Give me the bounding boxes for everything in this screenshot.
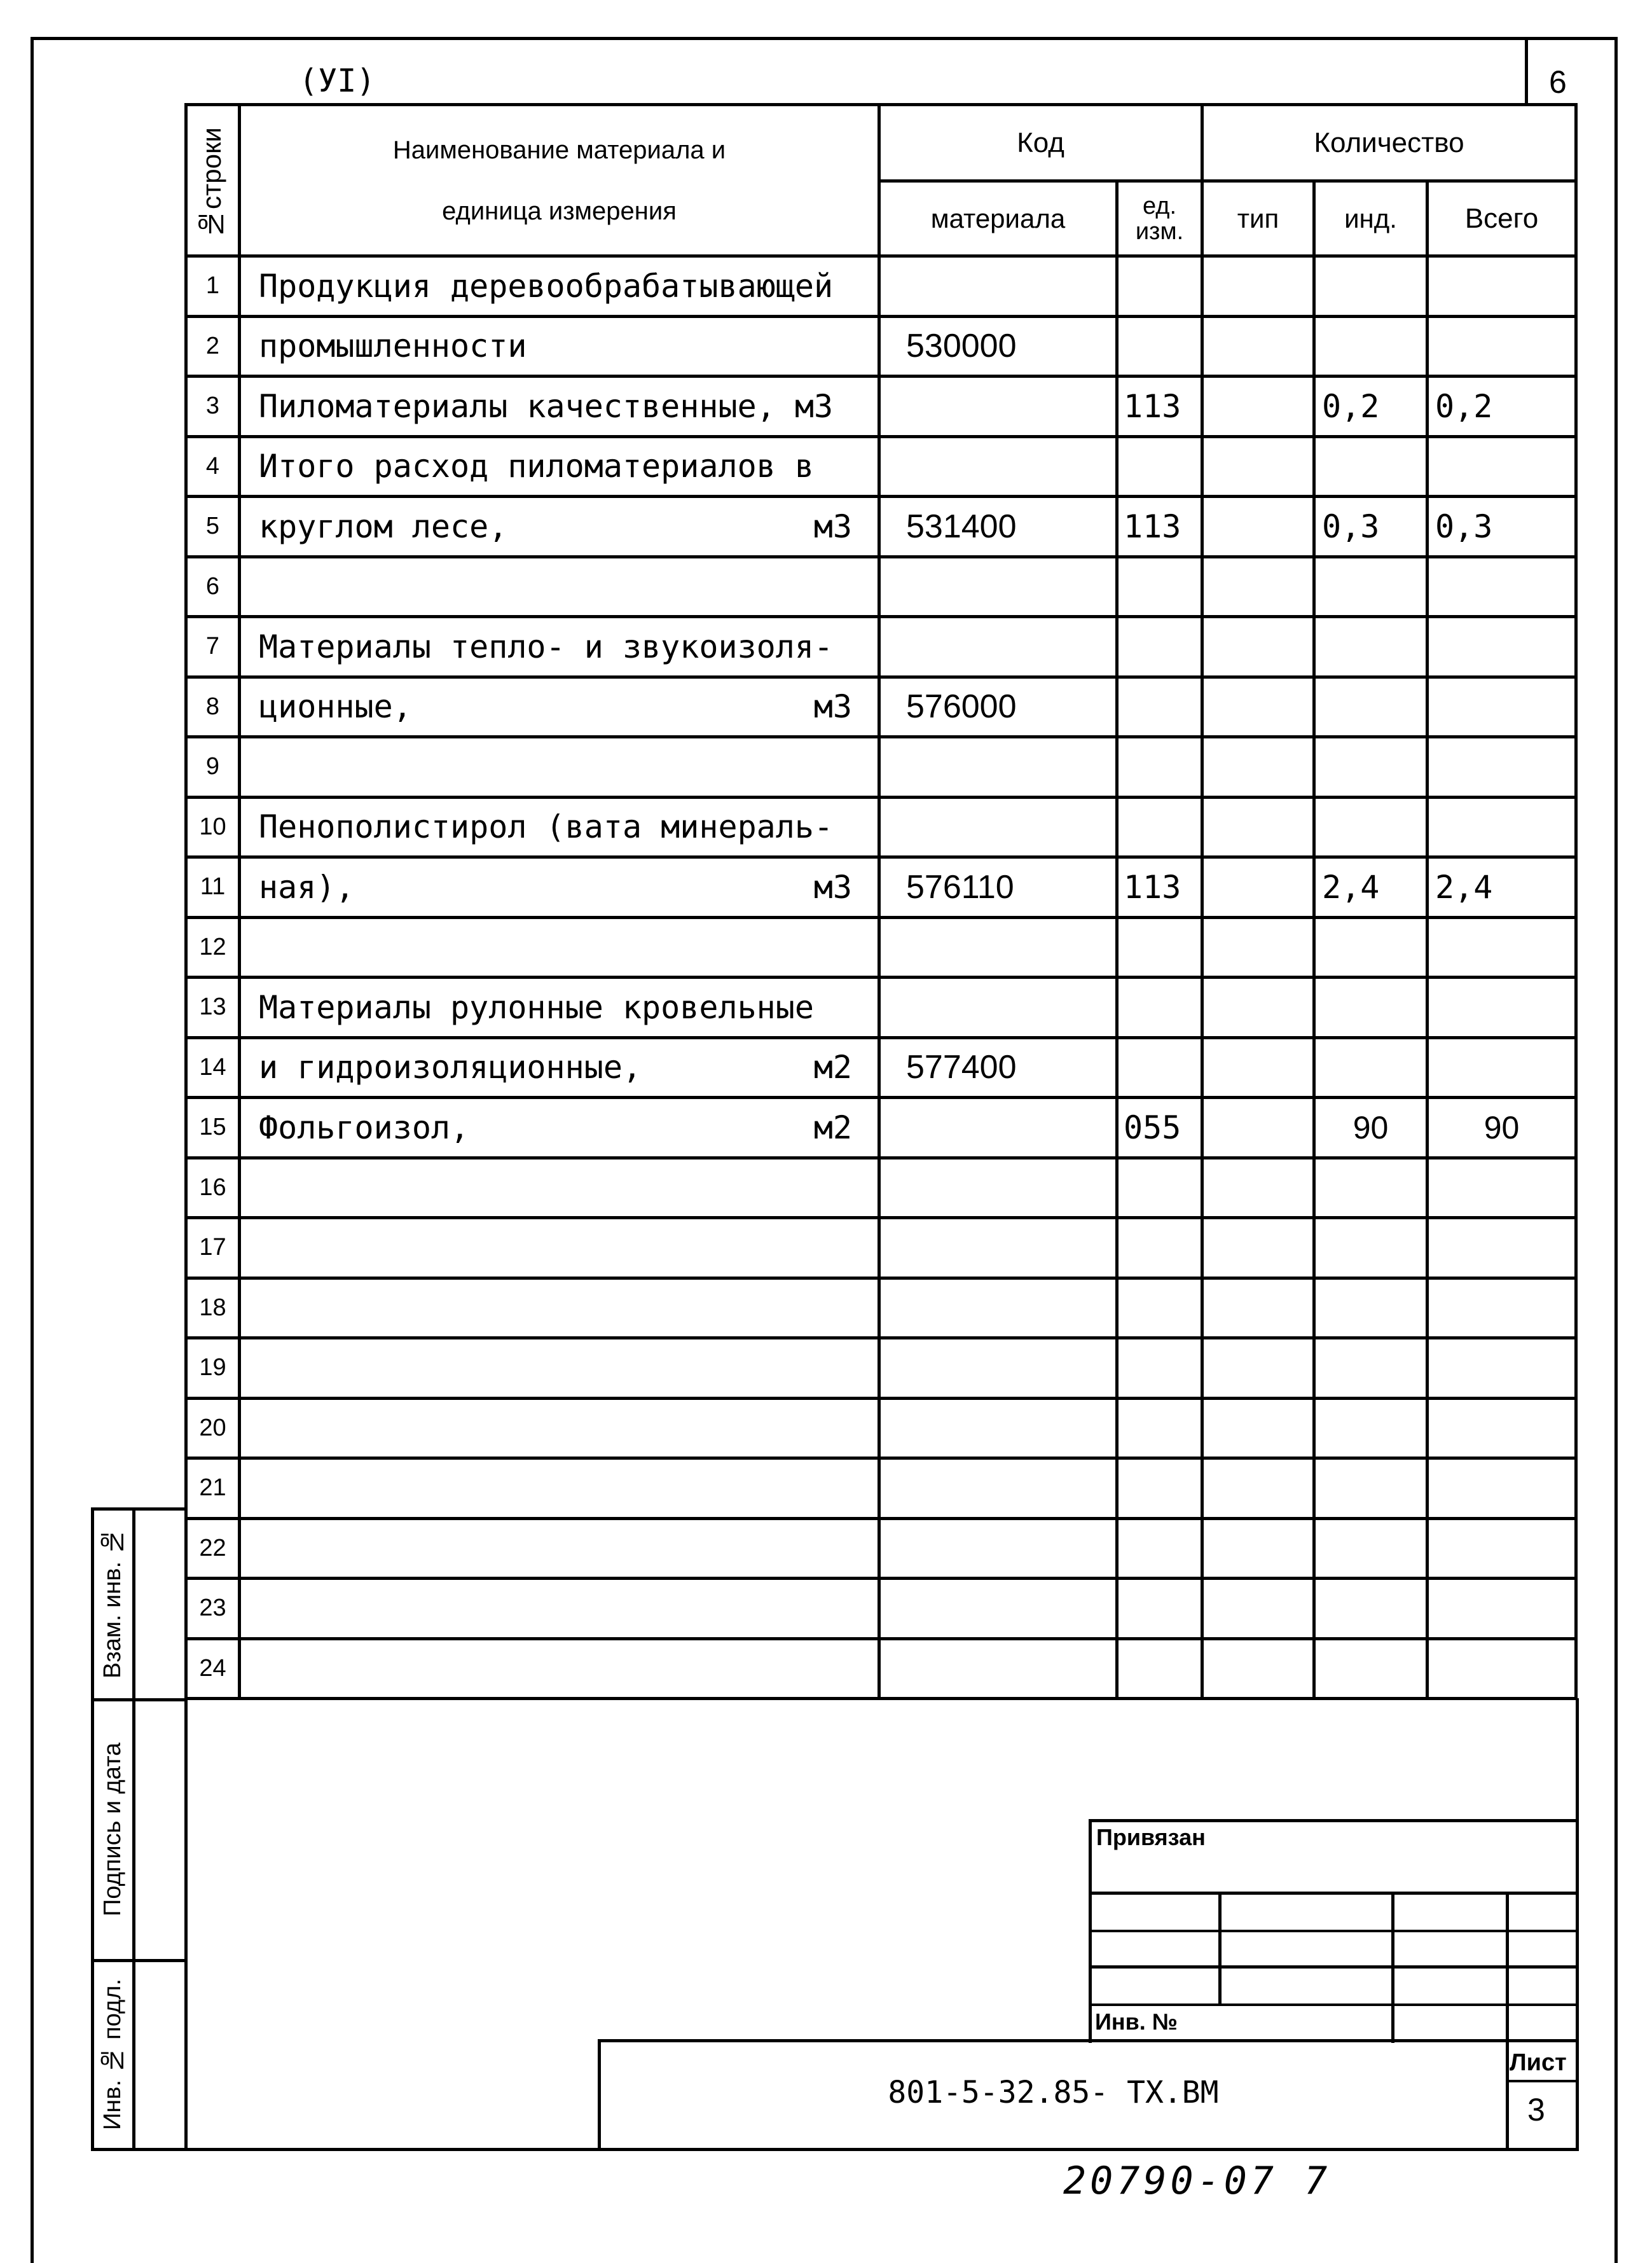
table-row <box>186 436 1576 497</box>
qty-ind <box>1314 1218 1428 1278</box>
qty-ind <box>1314 1638 1428 1699</box>
qty-ind <box>1314 256 1428 317</box>
material-name-cell <box>240 377 879 437</box>
material-code <box>879 978 1117 1038</box>
material-name-cell <box>240 1579 879 1639</box>
material-name: круглом лесе, <box>259 508 508 545</box>
table-row <box>186 1098 1576 1158</box>
col-code-group: Код <box>879 105 1202 181</box>
archive-number: 20790-07 7 <box>1063 2159 1332 2203</box>
tb-sheet-label: Лист <box>1510 2049 1567 2076</box>
material-code <box>879 797 1117 857</box>
qty-type <box>1202 1518 1314 1579</box>
qty-type <box>1202 677 1314 737</box>
qty-total: 0,3 <box>1428 497 1576 557</box>
material-name-cell <box>240 978 879 1038</box>
material-code <box>879 1278 1117 1338</box>
unit-code <box>1117 1278 1202 1338</box>
unit-code <box>1117 436 1202 497</box>
qty-ind <box>1314 1458 1428 1519</box>
material-code: 530000 <box>879 316 1117 377</box>
unit-code: 055 <box>1117 1098 1202 1158</box>
qty-ind <box>1314 557 1428 617</box>
unit-code <box>1117 1338 1202 1399</box>
material-name-cell <box>240 497 879 557</box>
qty-ind: 0,2 <box>1314 377 1428 437</box>
qty-type <box>1202 917 1314 978</box>
tb-h4 <box>1089 2003 1578 2006</box>
qty-total <box>1428 1278 1576 1338</box>
unit-code <box>1117 1218 1202 1278</box>
table-row <box>186 1518 1576 1579</box>
material-name-cell <box>240 1278 879 1338</box>
stamp-podpis-data: Подпись и дата <box>99 1742 126 1916</box>
qty-type <box>1202 737 1314 798</box>
qty-ind <box>1314 1158 1428 1218</box>
material-name: и гидроизоляционные, <box>259 1049 642 1086</box>
qty-type <box>1202 436 1314 497</box>
qty-total <box>1428 1579 1576 1639</box>
qty-type <box>1202 1037 1314 1098</box>
tb-sheet-divider <box>1506 2080 1578 2082</box>
qty-type <box>1202 978 1314 1038</box>
col-name-label: Наименование материала и единица измерения <box>392 135 726 225</box>
qty-type <box>1202 1579 1314 1639</box>
qty-total <box>1428 978 1576 1038</box>
material-code <box>879 917 1117 978</box>
material-name-cell <box>240 316 879 377</box>
table-row <box>186 857 1576 918</box>
row-number: 3 <box>186 377 240 437</box>
material-code <box>879 1218 1117 1278</box>
stamp-inner-split <box>132 1507 135 2151</box>
table-row <box>186 1278 1576 1338</box>
unit-code <box>1117 1638 1202 1699</box>
material-code: 576110 <box>879 857 1117 918</box>
qty-ind: 2,4 <box>1314 857 1428 918</box>
qty-ind <box>1314 737 1428 798</box>
material-code <box>879 1458 1117 1519</box>
qty-ind <box>1314 677 1428 737</box>
row-number: 7 <box>186 617 240 677</box>
qty-ind <box>1314 617 1428 677</box>
table-row <box>186 617 1576 677</box>
qty-type <box>1202 797 1314 857</box>
material-code <box>879 557 1117 617</box>
row-number: 14 <box>186 1037 240 1098</box>
tb-sheet-number: 3 <box>1527 2092 1545 2128</box>
qty-total <box>1428 1458 1576 1519</box>
table-row <box>186 1638 1576 1699</box>
row-number: 12 <box>186 917 240 978</box>
row-number: 24 <box>186 1638 240 1699</box>
qty-total: 0,2 <box>1428 377 1576 437</box>
tb-designation: 801-5-32.85- ТХ.ВМ <box>888 2075 1219 2110</box>
material-name-cell <box>240 1218 879 1278</box>
col-quantity-group: Количество <box>1202 105 1576 181</box>
lower-right-border <box>1576 1698 1579 2151</box>
material-name-cell <box>240 797 879 857</box>
material-code: 531400 <box>879 497 1117 557</box>
materials-table <box>184 103 1578 1700</box>
qty-total <box>1428 1338 1576 1399</box>
row-number: 22 <box>186 1518 240 1579</box>
unit-code <box>1117 1518 1202 1579</box>
tb-h2 <box>1089 1930 1578 1932</box>
material-code <box>879 617 1117 677</box>
qty-total <box>1428 797 1576 857</box>
col-row-number: №строки <box>186 105 240 256</box>
header-divider <box>1525 38 1528 103</box>
lower-left-border <box>184 1698 188 2151</box>
material-name-cell <box>240 737 879 798</box>
tb-inv-label: Инв. № <box>1095 2009 1178 2035</box>
unit-code <box>1117 1579 1202 1639</box>
row-number: 10 <box>186 797 240 857</box>
material-name: Материалы тепло- и звукоизоля- <box>259 628 834 665</box>
unit-code <box>1117 797 1202 857</box>
material-name-cell <box>240 1037 879 1098</box>
qty-total <box>1428 436 1576 497</box>
material-name-cell <box>240 557 879 617</box>
table-row <box>186 1037 1576 1098</box>
material-name-cell <box>240 617 879 677</box>
table-row <box>186 1338 1576 1399</box>
material-unit-label: м2 <box>813 1109 852 1146</box>
material-name: ная), <box>259 868 355 906</box>
material-name: Фольгоизол, <box>259 1109 470 1146</box>
table-row <box>186 497 1576 557</box>
qty-total <box>1428 1518 1576 1579</box>
tb-privyazan-label: Привязан <box>1096 1824 1206 1850</box>
table-row <box>186 978 1576 1038</box>
material-code: 577400 <box>879 1037 1117 1098</box>
row-number: 21 <box>186 1458 240 1519</box>
material-code <box>879 1579 1117 1639</box>
qty-type <box>1202 557 1314 617</box>
col-code-material: материала <box>879 181 1117 256</box>
material-code <box>879 377 1117 437</box>
unit-code <box>1117 1398 1202 1458</box>
material-code <box>879 1098 1117 1158</box>
tb-h1 <box>1089 1892 1578 1895</box>
unit-code <box>1117 1037 1202 1098</box>
qty-total <box>1428 1037 1576 1098</box>
qty-type <box>1202 377 1314 437</box>
stamp-divider-1 <box>91 1698 188 1701</box>
unit-code: 113 <box>1117 377 1202 437</box>
unit-code <box>1117 256 1202 317</box>
table-row <box>186 737 1576 798</box>
row-number: 17 <box>186 1218 240 1278</box>
qty-total <box>1428 557 1576 617</box>
row-number: 9 <box>186 737 240 798</box>
material-name-cell <box>240 1638 879 1699</box>
row-number: 18 <box>186 1278 240 1338</box>
unit-code: 113 <box>1117 857 1202 918</box>
tb-v1 <box>1218 1892 1222 2006</box>
qty-total <box>1428 617 1576 677</box>
row-number: 19 <box>186 1338 240 1399</box>
row-number: 23 <box>186 1579 240 1639</box>
row-number: 5 <box>186 497 240 557</box>
qty-type <box>1202 1458 1314 1519</box>
qty-ind <box>1314 316 1428 377</box>
stamp-divider-2 <box>91 1959 188 1962</box>
qty-ind <box>1314 917 1428 978</box>
section-mark: (УI) <box>299 62 376 99</box>
material-code <box>879 436 1117 497</box>
qty-ind <box>1314 1338 1428 1399</box>
table-row <box>186 1218 1576 1278</box>
qty-total <box>1428 677 1576 737</box>
material-name: Материалы рулонные кровельные <box>259 988 814 1026</box>
tb-h3 <box>1089 1965 1578 1969</box>
material-name: Пиломатериалы качественные, м3 <box>259 387 834 425</box>
qty-type <box>1202 497 1314 557</box>
qty-total: 2,4 <box>1428 857 1576 918</box>
unit-code <box>1117 978 1202 1038</box>
material-code <box>879 1398 1117 1458</box>
row-number: 4 <box>186 436 240 497</box>
qty-total <box>1428 737 1576 798</box>
row-number: 2 <box>186 316 240 377</box>
material-code: 576000 <box>879 677 1117 737</box>
material-name-cell <box>240 256 879 317</box>
material-name-cell <box>240 1158 879 1218</box>
material-unit-label: м2 <box>813 1049 852 1086</box>
qty-total <box>1428 256 1576 317</box>
material-name-cell <box>240 1398 879 1458</box>
tb-v3 <box>1506 1892 1509 2151</box>
unit-code <box>1117 557 1202 617</box>
table-row <box>186 1398 1576 1458</box>
material-name: Итого расход пиломатериалов в <box>259 448 814 485</box>
qty-type <box>1202 1638 1314 1699</box>
col-name <box>240 105 879 256</box>
table-row <box>186 377 1576 437</box>
material-code <box>879 1518 1117 1579</box>
qty-type <box>1202 617 1314 677</box>
unit-code <box>1117 917 1202 978</box>
material-name-cell <box>240 436 879 497</box>
qty-type <box>1202 857 1314 918</box>
material-unit-label: м3 <box>813 688 852 726</box>
unit-code <box>1117 677 1202 737</box>
row-number: 6 <box>186 557 240 617</box>
qty-total <box>1428 917 1576 978</box>
unit-code <box>1117 316 1202 377</box>
material-name: Пенополистирол (вата минераль- <box>259 808 834 846</box>
material-name-cell <box>240 1518 879 1579</box>
table-row <box>186 557 1576 617</box>
qty-ind <box>1314 1037 1428 1098</box>
table-row <box>186 797 1576 857</box>
material-unit-label: м3 <box>813 508 852 545</box>
qty-type <box>1202 256 1314 317</box>
col-qty-ind: инд. <box>1314 181 1428 256</box>
row-number: 11 <box>186 857 240 918</box>
material-name-cell <box>240 1338 879 1399</box>
material-code <box>879 1638 1117 1699</box>
qty-total <box>1428 1218 1576 1278</box>
qty-type <box>1202 1338 1314 1399</box>
stamp-left-edge <box>91 1507 94 2151</box>
qty-total: 90 <box>1428 1098 1576 1158</box>
qty-ind: 90 <box>1314 1098 1428 1158</box>
qty-total <box>1428 316 1576 377</box>
unit-code <box>1117 737 1202 798</box>
qty-total <box>1428 1158 1576 1218</box>
unit-code <box>1117 617 1202 677</box>
qty-type <box>1202 1098 1314 1158</box>
tb-v2 <box>1391 1892 1394 2043</box>
tb-designation-top <box>598 2039 1578 2042</box>
lower-bottom-border <box>184 2148 1578 2151</box>
table-row <box>186 256 1576 317</box>
qty-type <box>1202 1278 1314 1338</box>
unit-code <box>1117 1158 1202 1218</box>
qty-ind: 0,3 <box>1314 497 1428 557</box>
material-name-cell <box>240 857 879 918</box>
material-name-cell <box>240 677 879 737</box>
page-number: 6 <box>1549 64 1567 100</box>
material-code <box>879 256 1117 317</box>
material-name: Продукция деревообрабатывающей <box>259 267 834 305</box>
qty-type <box>1202 1218 1314 1278</box>
material-name-cell <box>240 917 879 978</box>
table-row <box>186 316 1576 377</box>
material-unit-label: м3 <box>813 868 852 906</box>
material-name-cell <box>240 1098 879 1158</box>
qty-ind <box>1314 1278 1428 1338</box>
qty-ind <box>1314 1579 1428 1639</box>
stamp-vzam-inv: Взам. инв. № <box>99 1528 126 1679</box>
row-number: 13 <box>186 978 240 1038</box>
material-name: ционные, <box>259 688 412 726</box>
material-name-cell <box>240 1458 879 1519</box>
stamp-top <box>91 1507 188 1511</box>
qty-type <box>1202 316 1314 377</box>
unit-code <box>1117 1458 1202 1519</box>
col-qty-type: тип <box>1202 181 1314 256</box>
qty-total <box>1428 1398 1576 1458</box>
qty-ind <box>1314 797 1428 857</box>
qty-ind <box>1314 1398 1428 1458</box>
row-number: 20 <box>186 1398 240 1458</box>
table-row <box>186 1579 1576 1639</box>
tb-privyazan-top <box>1089 1819 1578 1822</box>
row-number: 16 <box>186 1158 240 1218</box>
material-name: промышленности <box>259 328 527 365</box>
qty-ind <box>1314 1518 1428 1579</box>
row-number: 15 <box>186 1098 240 1158</box>
table-row <box>186 677 1576 737</box>
material-code <box>879 1338 1117 1399</box>
table-row <box>186 917 1576 978</box>
row-number: 1 <box>186 256 240 317</box>
qty-ind <box>1314 978 1428 1038</box>
material-code <box>879 1158 1117 1218</box>
stamp-inv-podl: Инв. № подл. <box>99 1979 126 2130</box>
col-qty-total: Всего <box>1428 181 1576 256</box>
qty-type <box>1202 1398 1314 1458</box>
material-code <box>879 737 1117 798</box>
unit-code: 113 <box>1117 497 1202 557</box>
stamp-bottom <box>91 2148 188 2151</box>
qty-type <box>1202 1158 1314 1218</box>
qty-total <box>1428 1638 1576 1699</box>
col-code-unit: ед. изм. <box>1117 181 1202 256</box>
table-row <box>186 1158 1576 1218</box>
row-number: 8 <box>186 677 240 737</box>
qty-ind <box>1314 436 1428 497</box>
table-row <box>186 1458 1576 1519</box>
